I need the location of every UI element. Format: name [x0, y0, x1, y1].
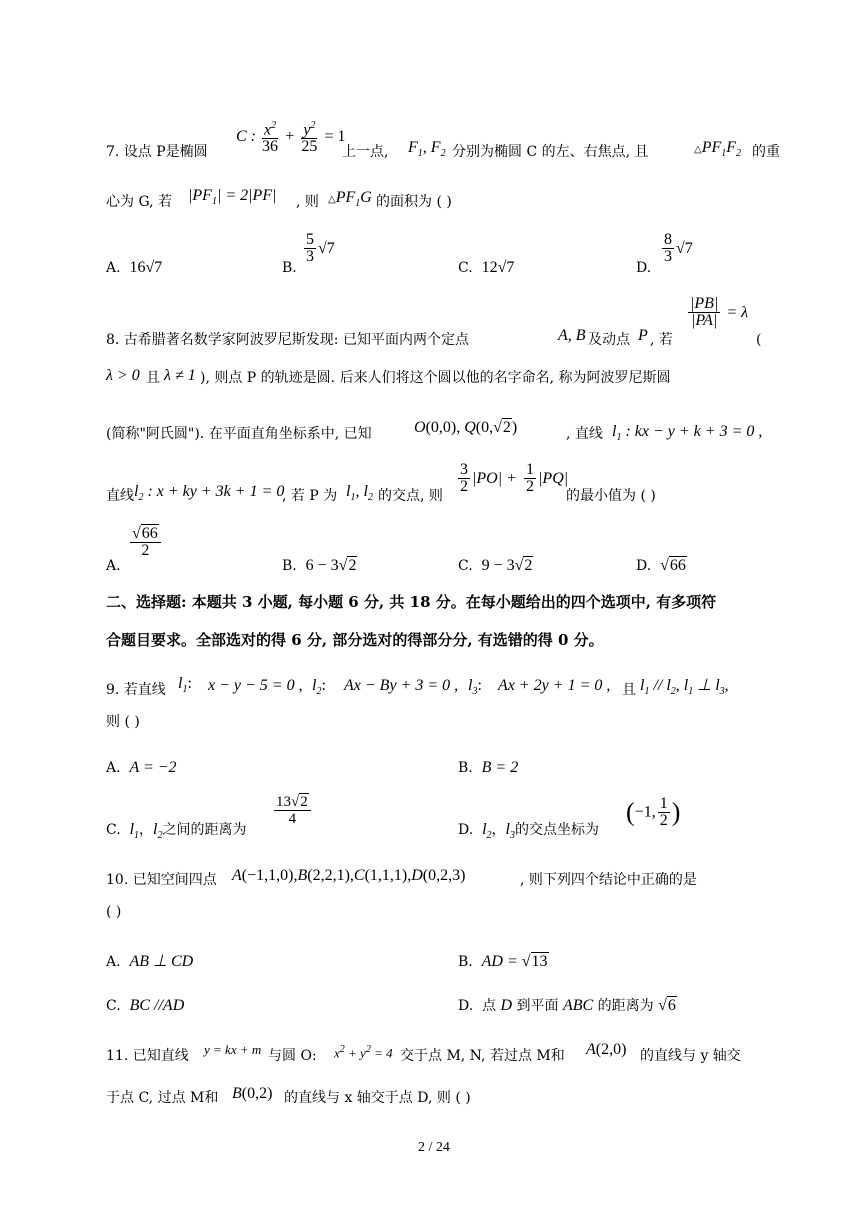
q9-option-d: D. $l_2$，$l_3$的交点坐标为 — [458, 821, 599, 842]
q8-points: O(0,0), Q(0,√2) — [414, 419, 518, 436]
q7-line1 — [106, 142, 208, 162]
q8-text-line3b: , 直线 — [566, 426, 603, 442]
q9-l3: $l_3$: — [468, 677, 482, 698]
q7-option-d-label: D. — [636, 260, 652, 276]
q7-option-a: A. 16√7 — [106, 259, 163, 276]
section2-heading-line1: 二、选择题: 本题共 3 小题, 每小题 6 分, 共 18 分。在每小题给出的四个选项中, 有多项符 — [106, 593, 717, 611]
q7-option-d: $\frac{8}{3}$ √7 — [664, 231, 693, 265]
q8-text-line4c: 的交点, 则 — [378, 488, 443, 504]
q8-ab: A, B — [558, 327, 586, 344]
q10-option-d: D. 点 D 到平面 ABC 的距离为 √6 — [458, 997, 676, 1014]
q11-point-a: A(2,0) — [586, 1041, 627, 1058]
q8-text-b: 及动点 — [588, 332, 630, 348]
q10-option-c: C. BC //AD — [106, 997, 185, 1014]
q11-eq1: y = kx + m — [204, 1042, 262, 1057]
q7-text-c: 分别为椭圆 C 的左、右焦点, 且 — [452, 144, 649, 160]
q7-condition: $|PF_1| = 2|PF|$ — [188, 187, 277, 208]
q7-text-line2b: , 则 — [296, 194, 319, 210]
section2-heading-line2: 合题目要求。全部选对的得 6 分, 部分选对的得部分分, 有选错的得 0 分。 — [106, 631, 604, 649]
q9-eq1: x − y − 5 = 0 , — [208, 677, 303, 694]
q9-option-c-value: $\frac{13√2}{4}$ — [272, 794, 313, 827]
q8-lambda-pos: λ > 0 — [106, 367, 140, 384]
q8-p: P — [638, 327, 648, 344]
page-number: 2 / 24 — [418, 1140, 450, 1155]
q9-text-and: 且 — [622, 682, 636, 698]
q7-text-a: 7. 设点 P是椭圆 — [106, 144, 208, 160]
q8-text-line4a: 直线 — [106, 488, 134, 504]
q11-text-b: 与圆 O: — [268, 1048, 317, 1064]
q10-option-a: A. AB ⊥ CD — [106, 953, 194, 970]
q11-point-b: B(0,2) — [232, 1085, 273, 1102]
q8-lambda-ne: λ ≠ 1 — [164, 367, 196, 384]
q8-l1: $l_1$ : kx − y + k + 3 = 0 , — [612, 423, 763, 444]
q9-l1: $l_1$: — [178, 675, 192, 696]
q8-text-c: , 若 — [650, 332, 673, 348]
q8-option-b: B. 6 − 3√2 — [282, 557, 357, 574]
q10-text-b: , 则下列四个结论中正确的是 — [520, 872, 697, 888]
q7-option-b-label: B. — [282, 260, 297, 276]
q9-eq3: Ax + 2y + 1 = 0 , — [498, 677, 611, 694]
q9-option-c: C. $l_1$，$l_2$之间的距离为 — [106, 821, 247, 842]
q7-text-d: 的重 — [752, 144, 780, 160]
q8-option-a-label: A. — [106, 558, 121, 574]
q8-text-d: ( — [756, 332, 762, 348]
q7-text-line2a: 心为 G, 若 — [106, 194, 173, 210]
q7-ellipse-formula: C : $\frac{x^2}{36}$ + $\frac{y^2}{25}$ = 1 — [236, 120, 346, 156]
q8-line3: (简称"阿氏圆"). 在平面直角坐标系中, 已知 — [106, 426, 372, 442]
q8-line2: ), 则点 P 的轨迹是圆. 后来人们将这个圆以他的名字命名, 称为阿波罗尼斯圆 — [200, 370, 671, 386]
q7-triangle: $\triangle PF_1F_2$ — [694, 139, 742, 160]
q8-text-and: 且 — [146, 370, 160, 386]
q11-line2b: 的直线与 x 轴交于点 D, 则 ( ) — [284, 1090, 471, 1106]
q11-text-c: 交于点 M, N, 若过点 M和 — [400, 1048, 565, 1064]
q8-text-line4b: , 若 P 为 — [282, 488, 338, 504]
q7-text-b: 上一点, — [342, 144, 389, 160]
q8-option-a: $\frac{√66}{2}$ — [128, 526, 163, 559]
q7-foci: $F_1$, $F_2$ — [408, 139, 446, 160]
q9-l2: $l_2$: — [312, 677, 326, 698]
q10-points: A(−1,1,0),B(2,2,1),C(1,1,1),D(0,2,3) — [232, 867, 466, 884]
q7-option-b: $\frac{5}{3}$ √7 — [306, 231, 335, 265]
q11-line2a: 于点 C, 过点 M和 — [106, 1090, 219, 1106]
q9-option-d-value: (−1, $\frac{1}{2}$ ) — [626, 795, 681, 829]
q8-l2: $l_2$ : x + ky + 3k + 1 = 0 — [134, 483, 285, 504]
q9-option-b: B. B = 2 — [458, 759, 519, 776]
q8-text-line4d: 的最小值为 ( ) — [566, 488, 656, 504]
q8-l12: $l_1$, $l_2$ — [346, 483, 373, 504]
q11-text-d: 的直线与 y 轴交 — [640, 1048, 741, 1064]
q10-intro: 10. 已知空间四点 — [106, 872, 217, 888]
q8-option-d: D. √66 — [636, 557, 686, 574]
q9-eq2: Ax − By + 3 = 0 , — [344, 677, 459, 694]
q8-line1: 8. 古希腊著名数学家阿波罗尼斯发现: 已知平面内两个定点 — [106, 332, 469, 348]
q9-intro: 9. 若直线 — [106, 682, 166, 698]
q9-option-a: A. A = −2 — [106, 759, 177, 776]
q9-line2: 则 ( ) — [106, 714, 140, 730]
q10-line2: ( ) — [106, 904, 122, 920]
q10-option-b: B. AD = √13 — [458, 953, 548, 970]
q7-triangle2: $\triangle PF_1G$ — [328, 189, 372, 210]
q9-relation: $l_1 // l_2$, $l_1$ ⊥ $l_3$, — [640, 677, 729, 698]
q7-option-c: C. 12√7 — [458, 259, 515, 276]
q8-option-c: C. 9 − 3√2 — [458, 557, 533, 574]
q8-expression: $\frac{3}{2}$ |PO| + $\frac{1}{2}$ |PQ| — [460, 461, 569, 495]
q11-eq2: $x^2 + y^2 = 4$ — [334, 1044, 393, 1061]
q8-ratio: $\frac{|PB|}{|PA|}$ = λ — [690, 295, 749, 329]
q7-text-line2c: 的面积为 ( ) — [376, 194, 452, 210]
q11-intro: 11. 已知直线 — [106, 1048, 189, 1064]
